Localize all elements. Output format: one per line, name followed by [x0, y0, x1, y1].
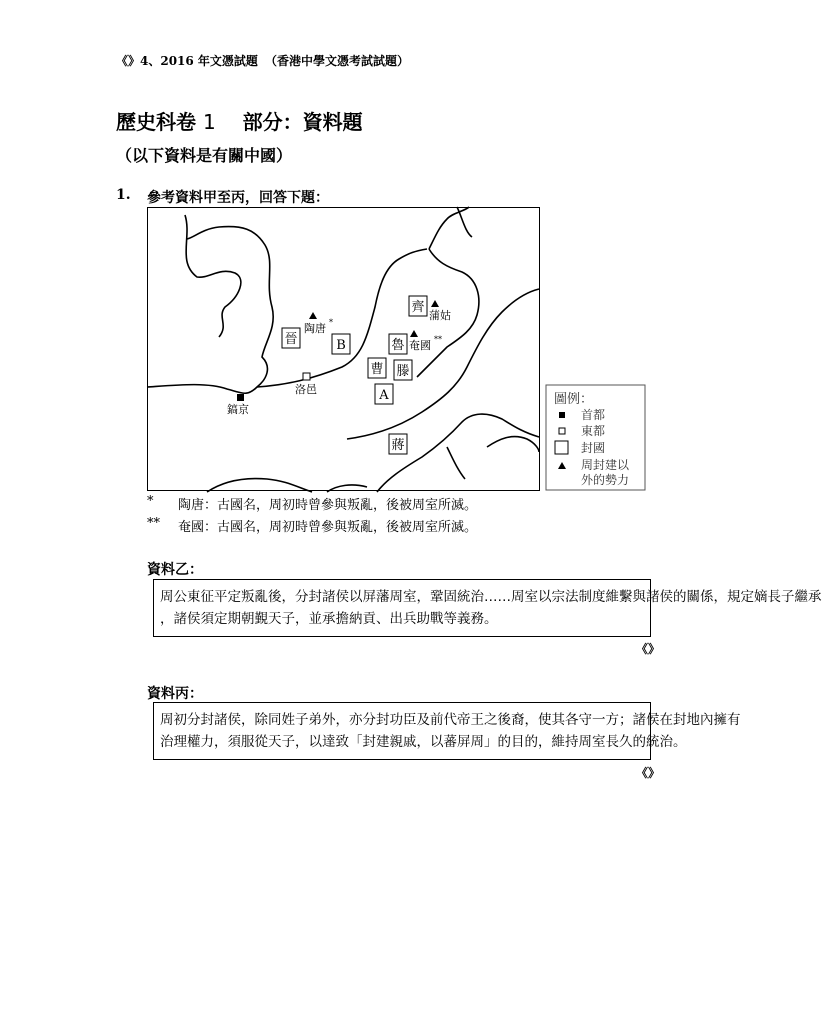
title-number: 1 [202, 110, 216, 134]
source-c-label: 資料丙： [147, 686, 203, 702]
fief-lu-label: 魯 [391, 338, 405, 353]
taotang-asterisk: * [329, 318, 333, 327]
yanguo-asterisk: ** [434, 335, 442, 344]
legend-east-capital-icon [559, 428, 565, 434]
source-c-line-2: 治理權力，須服從天子，以達致「封建親戚，以蕃屏周」的目的，維持周室長久的統治。 [160, 734, 687, 750]
legend-title: 圖例： [554, 392, 594, 407]
source-c-box [153, 702, 741, 760]
page-subtitle: （以下資料是有關中國） [116, 146, 293, 165]
note-text-2: 奄國：古國名，周初時曾參與叛亂，後被周室所滅。 [178, 520, 478, 535]
page-title [116, 106, 363, 135]
note-mark-1: * [147, 494, 154, 509]
legend-capital-icon [559, 412, 565, 418]
fief-jiang-label: 蔣 [391, 438, 405, 453]
legend-east-capital: 東都 [581, 424, 606, 438]
legend-capital: 首都 [581, 408, 606, 422]
map-legend [546, 385, 645, 490]
fief-jin-label: 晉 [284, 332, 298, 347]
fief-teng-label: 滕 [396, 364, 410, 379]
east-capital-marker [303, 373, 310, 380]
note-mark-2: ** [147, 516, 160, 531]
source-b-label: 資料乙： [147, 562, 203, 578]
legend-fief-icon [555, 441, 568, 454]
fief-b-label: B [336, 338, 346, 353]
source-b-line-2: ，諸侯須定期朝覲天子，並承擔納貢、出兵助戰等義務。 [160, 611, 498, 627]
title-text: 歷史科卷 [116, 110, 196, 134]
capital-marker [237, 394, 244, 401]
legend-other-power-2: 外的勢力 [581, 473, 630, 487]
fief-cao-label: 曹 [370, 362, 384, 377]
question-number: 1. [116, 187, 131, 203]
source-b-line-1: 周公東征平定叛亂後，分封諸侯以屏藩周室，鞏固統治……周室以宗法制度維繫與諸侯的關係，規定嫡長子繼承 [160, 589, 822, 605]
luoyi-label: 洛邑 [295, 383, 317, 396]
legend-fief: 封國 [581, 441, 606, 455]
pugu-label: 蒲姑 [429, 309, 451, 322]
haojing-label: 鎬京 [227, 403, 249, 416]
historical-map [147, 207, 647, 492]
fief-a-label: A [379, 388, 389, 403]
document-header-left: 《》4、2016 年文憑試題 [116, 54, 258, 68]
source-c-line-1: 周初分封諸侯，除同姓子弟外，亦分封功臣及前代帝王之後裔，使其各守一方；諸侯在封地內擁有 [160, 712, 741, 728]
fief-qi-label: 齊 [411, 300, 425, 315]
note-text-1: 陶唐：古國名，周初時曾參與叛亂，後被周室所滅。 [178, 498, 478, 513]
source-b-box [153, 579, 822, 637]
title-text-2: 部分：資料題 [222, 110, 363, 134]
legend-other-power-1: 周封建以 [581, 458, 630, 472]
question-text: 參考資料甲至丙，回答下題： [147, 190, 329, 206]
document-header-right: （香港中學文憑考試試題） [265, 54, 410, 68]
source-b-citation: 《》 [636, 642, 661, 656]
source-c-citation: 《》 [636, 766, 661, 780]
taotang-label: 陶唐 [304, 322, 326, 335]
yanguo-label: 奄國 [409, 339, 431, 352]
